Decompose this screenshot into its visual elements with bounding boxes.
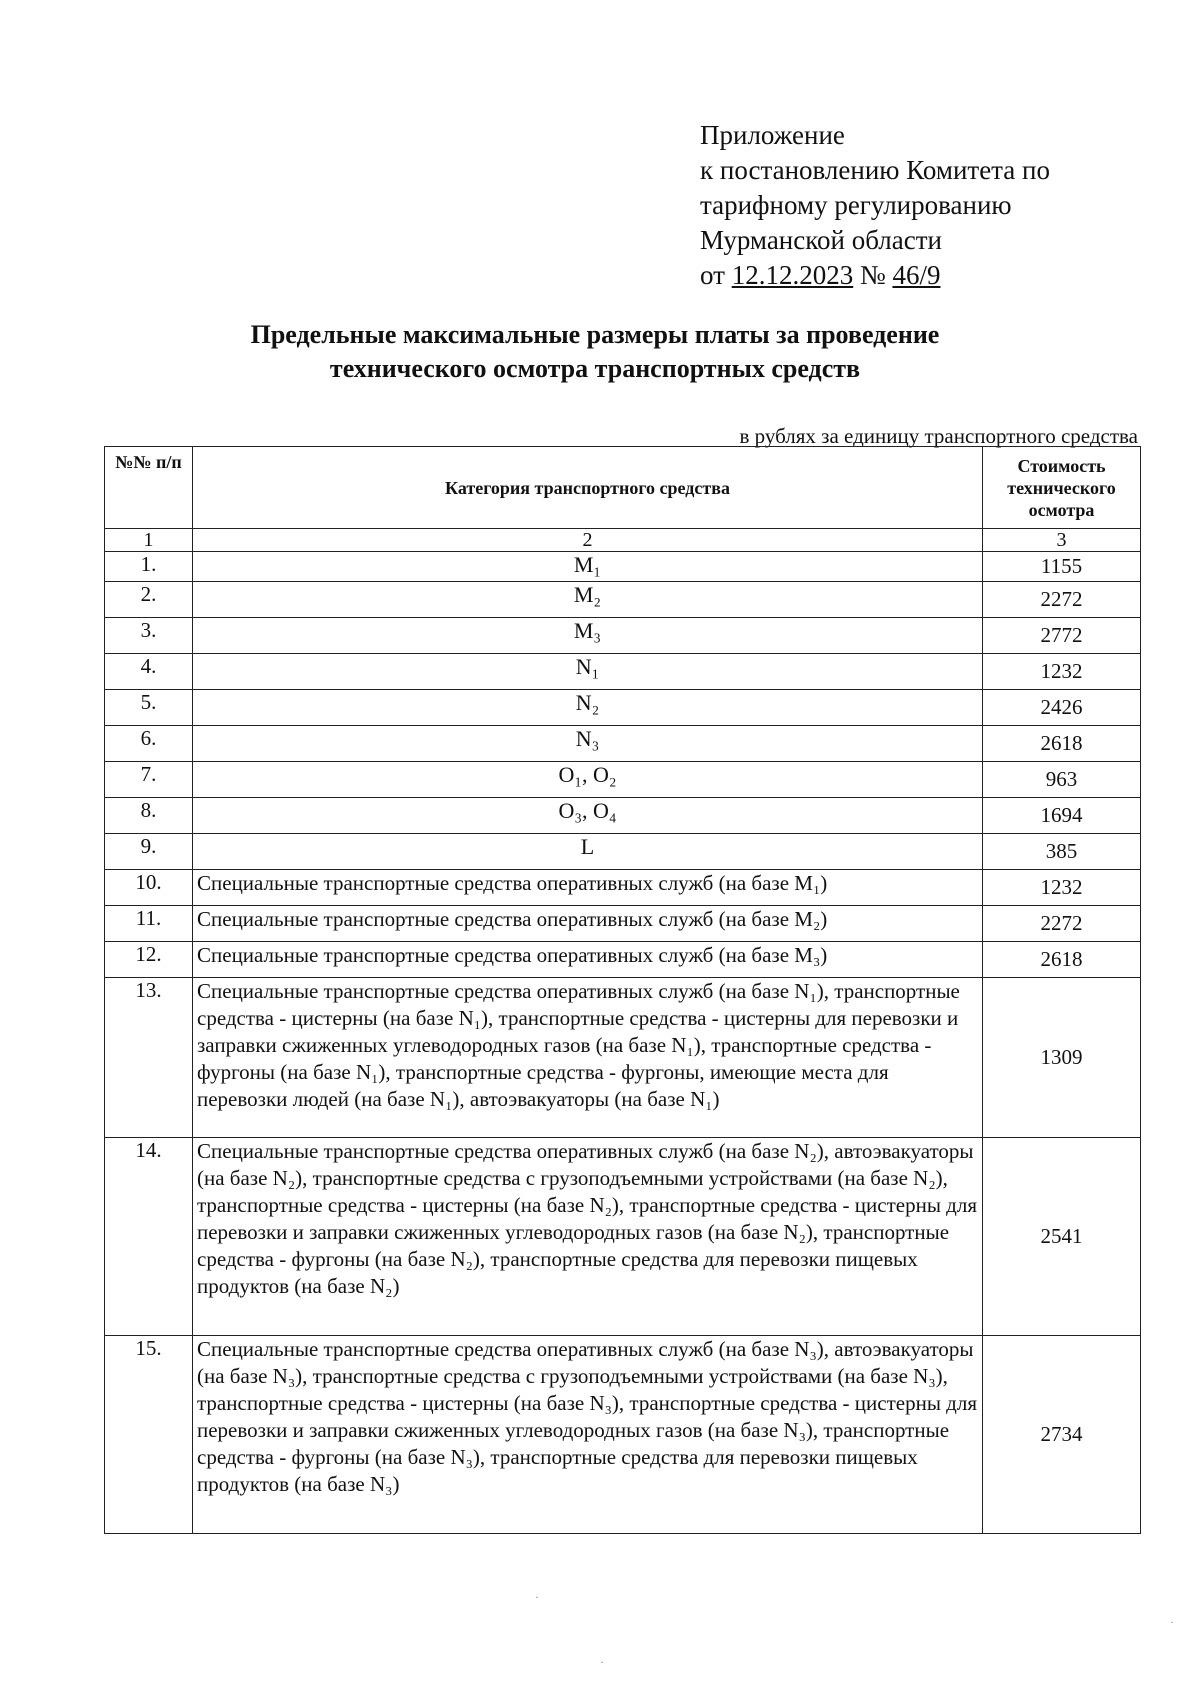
title-line-2: технического осмотра транспортных средств	[329, 354, 861, 383]
table-row	[105, 654, 1141, 690]
unit-note: в рублях за единицу транспортного средства	[739, 424, 1138, 448]
table-row	[105, 870, 1141, 906]
header-num: №№ п/п	[105, 447, 193, 529]
appendix-line-3: тарифному регулированию	[700, 190, 1012, 220]
tariff-table	[104, 446, 1141, 1534]
row-category: Специальные транспортные средства оперативных служб (на базе M₁)	[193, 870, 983, 906]
table-row	[105, 618, 1141, 654]
row-price: 2272	[983, 906, 1141, 942]
col-index-3: 3	[983, 529, 1141, 552]
row-price: 1155	[983, 552, 1141, 582]
row-number: 2.	[105, 582, 193, 618]
appendix-block	[700, 118, 1050, 293]
row-price: 2734	[983, 1336, 1141, 1534]
table-row	[105, 1336, 1141, 1534]
row-category: Специальные транспортные средства оперативных служб (на базе N₁), транспортные средства - цистерны (на базе N₁), транспортные средства - цистерны для перевозки и заправки сжиженных углеводородных газов (на базе N₁), транспортные средства - фургоны (на базе N₁), транспортные средства - фургоны, имеющие места для перевозки людей (на базе N₁), автоэвакуаторы (на базе N₁)	[193, 978, 983, 1138]
row-number: 1.	[105, 552, 193, 582]
title-line-1: Предельные максимальные размеры платы за проведение	[250, 320, 940, 349]
row-price: 385	[983, 834, 1141, 870]
row-price: 1232	[983, 870, 1141, 906]
table-row	[105, 1138, 1141, 1336]
document-title	[150, 318, 1040, 386]
table-row	[105, 942, 1141, 978]
row-category: N₂	[193, 690, 983, 726]
date-prefix: от	[700, 260, 725, 290]
row-category: M₂	[193, 582, 983, 618]
decree-date: 12.12.2023	[731, 260, 854, 290]
row-price: 2618	[983, 726, 1141, 762]
header-category: Категория транспортного средства	[193, 447, 983, 529]
row-number: 5.	[105, 690, 193, 726]
row-price: 1309	[983, 978, 1141, 1138]
table-row	[105, 552, 1141, 582]
row-category: O₁, O₂	[193, 762, 983, 798]
row-number: 11.	[105, 906, 193, 942]
table-row	[105, 798, 1141, 834]
row-category: M₃	[193, 618, 983, 654]
table-row	[105, 762, 1141, 798]
scan-speck: ·	[600, 1655, 604, 1669]
scan-speck: ·	[1170, 1615, 1174, 1629]
appendix-line-4: Мурманской области	[700, 225, 942, 255]
appendix-line-2: к постановлению Комитета по	[700, 155, 1050, 185]
row-price: 2272	[983, 582, 1141, 618]
row-price: 1232	[983, 654, 1141, 690]
row-number: 4.	[105, 654, 193, 690]
scan-speck: ·	[535, 1590, 539, 1604]
row-category: Специальные транспортные средства оперативных служб (на базе M₂)	[193, 906, 983, 942]
row-number: 8.	[105, 798, 193, 834]
row-price: 2618	[983, 942, 1141, 978]
row-category: L	[193, 834, 983, 870]
table-row	[105, 978, 1141, 1138]
number-prefix: №	[859, 260, 886, 290]
row-category: N₃	[193, 726, 983, 762]
row-category: Специальные транспортные средства оперативных служб (на базе N₃), автоэвакуаторы (на базе N₃), транспортные средства с грузоподъемными устройствами (на базе N₃), транспортные средства - цистерны (на базе N₃), транспортные средства - цистерны для перевозки и заправки сжиженных углеводородных газов (на базе N₃), транспортные средства - фургоны (на базе N₃), транспортные средства для перевозки пищевых продуктов (на базе N₃)	[193, 1336, 983, 1534]
row-number: 10.	[105, 870, 193, 906]
table-row	[105, 690, 1141, 726]
row-price: 2541	[983, 1138, 1141, 1336]
decree-number: 46/9	[892, 260, 941, 290]
col-index-2: 2	[193, 529, 983, 552]
row-price: 2772	[983, 618, 1141, 654]
row-price: 1694	[983, 798, 1141, 834]
row-number: 13.	[105, 978, 193, 1138]
table-row	[105, 906, 1141, 942]
row-number: 12.	[105, 942, 193, 978]
row-number: 9.	[105, 834, 193, 870]
row-number: 14.	[105, 1138, 193, 1336]
appendix-date-line	[700, 258, 1050, 293]
row-number: 6.	[105, 726, 193, 762]
appendix-line-1: Приложение	[700, 120, 845, 150]
col-index-1: 1	[105, 529, 193, 552]
row-price: 2426	[983, 690, 1141, 726]
row-category: O₃, O₄	[193, 798, 983, 834]
row-number: 3.	[105, 618, 193, 654]
table-row	[105, 582, 1141, 618]
row-category: M₁	[193, 552, 983, 582]
header-price: Стоимость технического осмотра	[983, 447, 1141, 529]
row-category: Специальные транспортные средства оперативных служб (на базе N₂), автоэвакуаторы (на базе N₂), транспортные средства с грузоподъемными устройствами (на базе N₂), транспортные средства - цистерны (на базе N₂), транспортные средства - цистерны для перевозки и заправки сжиженных углеводородных газов (на базе N₂), транспортные средства - фургоны (на базе N₂), транспортные средства для перевозки пищевых продуктов (на базе N₂)	[193, 1138, 983, 1336]
row-price: 963	[983, 762, 1141, 798]
table-row	[105, 726, 1141, 762]
row-number: 7.	[105, 762, 193, 798]
table-row	[105, 834, 1141, 870]
row-category: N₁	[193, 654, 983, 690]
row-category: Специальные транспортные средства оперативных служб (на базе M₃)	[193, 942, 983, 978]
row-number: 15.	[105, 1336, 193, 1534]
